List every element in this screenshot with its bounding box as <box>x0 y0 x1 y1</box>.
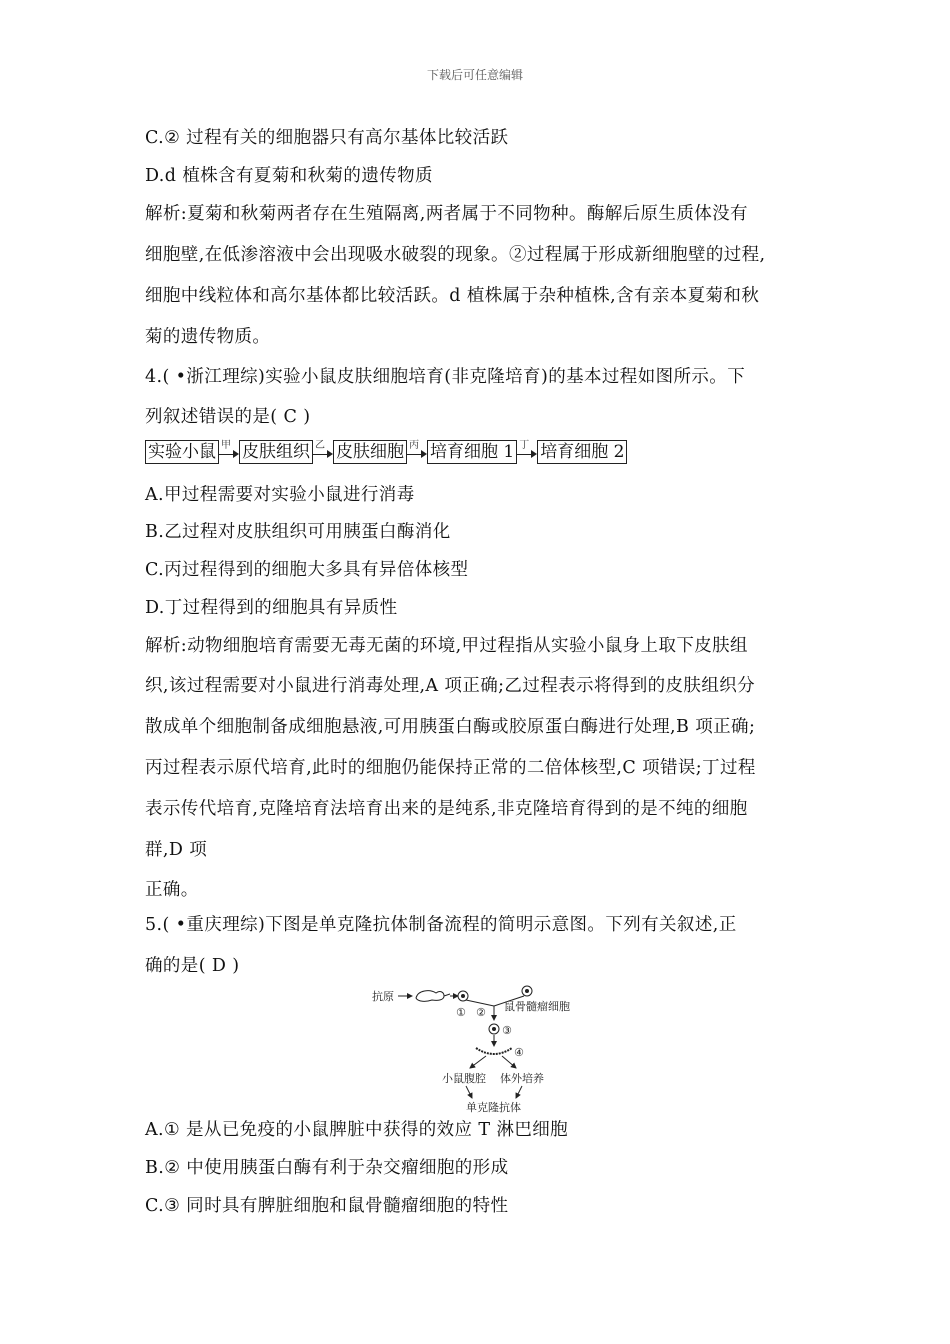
mouse-cavity-label: 小鼠腹腔 <box>442 1072 486 1085</box>
analysis-q3-line1: 解析:夏菊和秋菊两者存在生殖隔离,两者属于不同物种。酶解后原生质体没有 <box>145 204 748 224</box>
step-1-label: ① <box>456 1006 466 1019</box>
analysis-q4-line3: 散成单个细胞制备成细胞悬液,可用胰蛋白酶或胶原蛋白酶进行处理,B 项正确; <box>145 717 756 737</box>
diagram-antigen-label: 抗原 <box>372 990 394 1003</box>
flow-arrow-label: 乙 <box>315 440 325 451</box>
flow-box-skin-cells: 皮肤细胞 <box>333 440 407 464</box>
question-5-stem-line1: 5.( •重庆理综)下图是单克隆抗体制备流程的简明示意图。下列有关叙述,正 <box>145 915 737 935</box>
hybridoma-cell-icon <box>489 1024 499 1034</box>
monoclonal-antibody-diagram <box>366 984 596 1116</box>
analysis-q4-line5: 表示传代培育,克隆培育法培育出来的是纯系,非克隆培育得到的是不纯的细胞 <box>145 799 748 819</box>
option-d-q3: D.d 植株含有夏菊和秋菊的遗传物质 <box>145 166 433 186</box>
analysis-q4-line1: 解析:动物细胞培育需要无毒无菌的环境,甲过程指从实验小鼠身上取下皮肤组 <box>145 636 748 656</box>
step-2-label: ② <box>476 1006 486 1019</box>
flow-box-mouse: 实验小鼠 <box>145 440 219 464</box>
diagram-svg <box>366 984 596 1116</box>
flow-arrow-label: 丁 <box>519 440 530 451</box>
option-d-q4: D.丁过程得到的细胞具有异质性 <box>145 598 398 618</box>
flow-arrow-label: 甲 <box>221 440 231 451</box>
flow-box-cultured-cells-2: 培育细胞 2 <box>537 440 627 464</box>
analysis-q4-line6: 群,D 项 <box>145 840 208 860</box>
in-vitro-culture-label: 体外培养 <box>500 1072 544 1085</box>
question-4-stem-line1: 4.( •浙江理综)实验小鼠皮肤细胞培育(非克隆培育)的基本过程如图所示。下 <box>145 367 746 387</box>
question-4-stem-line2: 列叙述错误的是( C ) <box>145 407 311 427</box>
myeloma-cell-icon <box>522 986 532 996</box>
mouse-icon <box>416 991 450 1002</box>
step-3-label: ③ <box>502 1024 512 1037</box>
option-a-q5: A.① 是从已免疫的小鼠脾脏中获得的效应 T 淋巴细胞 <box>145 1120 569 1140</box>
culture-plate-icon <box>476 1048 512 1054</box>
analysis-q4-line2: 织,该过程需要对小鼠进行消毒处理,A 项正确;乙过程表示将得到的皮肤组织分 <box>145 676 756 696</box>
flow-diagram <box>145 440 627 466</box>
option-b-q5: B.② 中使用胰蛋白酶有利于杂交瘤细胞的形成 <box>145 1158 509 1178</box>
option-a-q4: A.甲过程需要对实验小鼠进行消毒 <box>145 485 415 505</box>
monoclonal-antibody-label: 单克隆抗体 <box>466 1101 521 1114</box>
flow-arrow-ding <box>517 440 537 464</box>
question-5-stem-line2: 确的是( D ) <box>145 956 240 976</box>
analysis-q4-line4: 丙过程表示原代培育,此时的细胞仍能保持正常的二倍体核型,C 项错误;丁过程 <box>145 758 756 778</box>
flow-arrow-yi <box>313 440 333 464</box>
flow-arrow-bing <box>407 440 427 464</box>
myeloma-label: 鼠骨髓瘤细胞 <box>504 1000 570 1013</box>
analysis-q4-line7: 正确。 <box>145 880 199 900</box>
option-c-q3: C.② 过程有关的细胞器只有高尔基体比较活跃 <box>145 128 509 148</box>
analysis-q3-line2: 细胞壁,在低渗溶液中会出现吸水破裂的现象。②过程属于形成新细胞壁的过程, <box>145 245 766 265</box>
option-c-q5: C.③ 同时具有脾脏细胞和鼠骨髓瘤细胞的特性 <box>145 1196 509 1216</box>
flow-box-cultured-cells-1: 培育细胞 1 <box>427 440 517 464</box>
option-c-q4: C.丙过程得到的细胞大多具有异倍体核型 <box>145 560 469 580</box>
flow-box-skin-tissue: 皮肤组织 <box>239 440 313 464</box>
page-header: 下载后可任意编辑 <box>426 68 523 82</box>
option-b-q4: B.乙过程对皮肤组织可用胰蛋白酶消化 <box>145 522 451 542</box>
analysis-q3-line3: 细胞中线粒体和高尔基体都比较活跃。d 植株属于杂种植株,含有亲本夏菊和秋 <box>145 286 760 306</box>
spleen-cell-icon <box>458 991 468 1001</box>
step-4-label: ④ <box>514 1046 524 1059</box>
flow-arrow-label: 丙 <box>409 440 419 451</box>
analysis-q3-line4: 菊的遗传物质。 <box>145 327 271 347</box>
flow-arrow-jia <box>219 440 239 464</box>
